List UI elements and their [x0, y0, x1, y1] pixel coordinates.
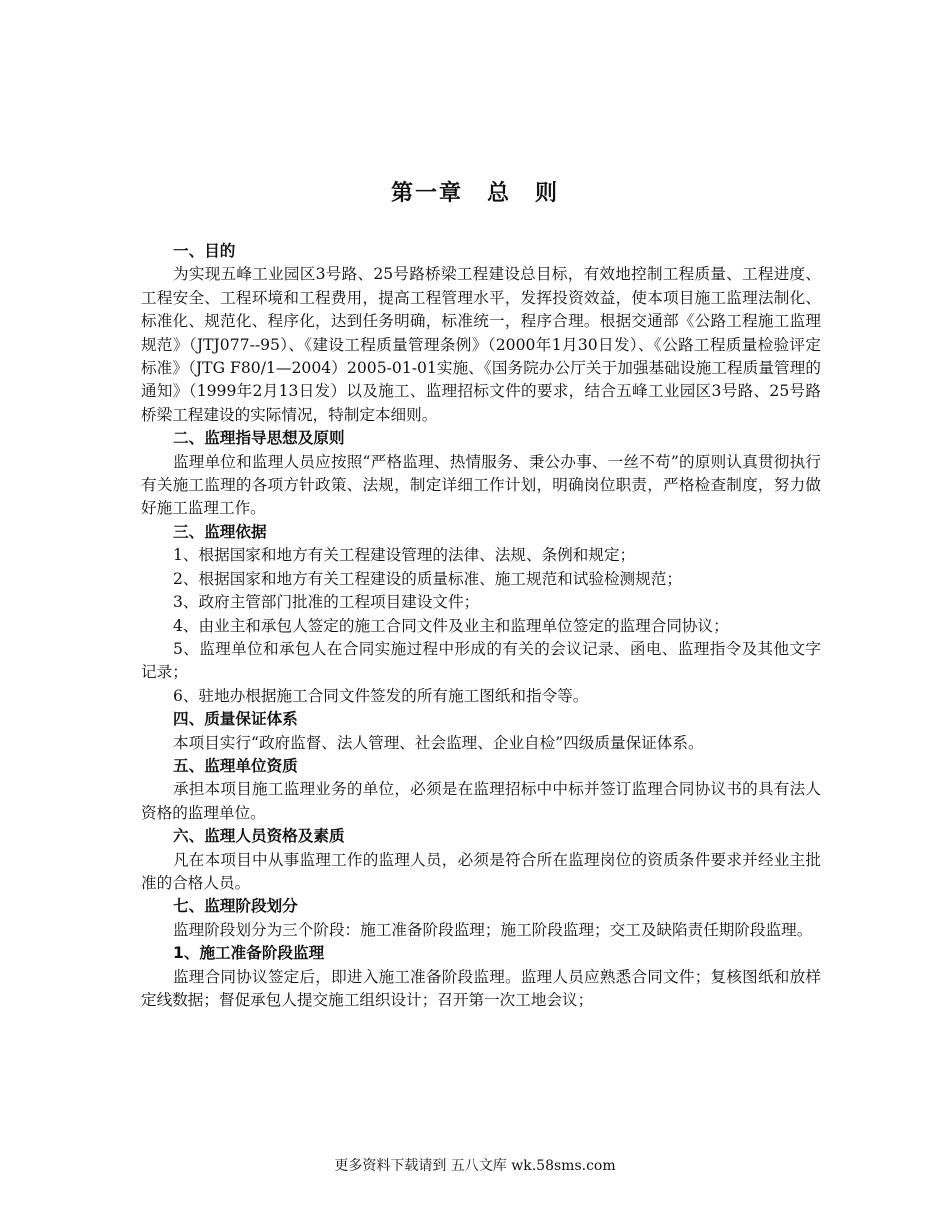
section-heading-preparation-stage: 1、施工准备阶段监理	[173, 944, 325, 963]
paragraph-unit-qualification: 承担本项目施工监理业务的单位，必须是在监理招标中中标并签订监理合同协议书的具有法人资格的监理单位。	[141, 780, 821, 822]
section-heading-quality-system: 四、质量保证体系	[173, 710, 298, 729]
list-item-basis-1: 1、根据国家和地方有关工程建设管理的法律、法规、条例和规定；	[173, 546, 636, 565]
paragraph-preparation-stage: 监理合同协议签定后，即进入施工准备阶段监理。监理人员应熟悉合同文件；复核图纸和放样定线数据；督促承包人提交施工组织设计；召开第一次工地会议；	[141, 967, 821, 1009]
paragraph-stage-division: 监理阶段划分为三个阶段：施工准备阶段监理；施工阶段监理；交工及缺陷责任期阶段监理。	[173, 920, 813, 939]
document-body	[141, 240, 821, 1012]
section-heading-unit-qualification: 五、监理单位资质	[173, 756, 298, 775]
section-heading-personnel-qualification: 六、监理人员资格及素质	[173, 827, 345, 846]
section-heading-guiding-principles: 二、监理指导思想及原则	[173, 429, 345, 448]
paragraph-guiding-principles: 监理单位和监理人员应按照“严格监理、热情服务、秉公办事、一丝不苟”的原则认真贯彻执行有关施工监理的各项方针政策、法规，制定详细工作计划，明确岗位职责，严格检查制度，努力做好施工监理工作。	[141, 452, 821, 518]
paragraph-personnel-qualification: 凡在本项目中从事监理工作的监理人员，必须是符合所在监理岗位的资质条件要求并经业主批准的合格人员。	[141, 850, 821, 892]
section-heading-supervision-basis: 三、监理依据	[173, 522, 267, 541]
page-footer: 更多资料下载请到 五八文库 wk.58sms.com	[334, 1158, 616, 1174]
list-item-basis-4: 4、由业主和承包人签定的施工合同文件及业主和监理单位签定的监理合同协议；	[173, 616, 729, 635]
section-heading-purpose: 一、目的	[173, 242, 236, 260]
list-item-basis-2: 2、根据国家和地方有关工程建设的质量标准、施工规范和试验检测规范；	[173, 569, 682, 588]
paragraph-purpose: 为实现五峰工业园区3号路、25号路桥梁工程建设总目标，有效地控制工程质量、工程进度、工程安全、工程环境和工程费用，提高工程管理水平，发挥投资效益，使本项目施工监理法制化、标准化、规范化、程序化，达到任务明确，标准统一，程序合理。根据交通部《公路工程施工监理规范》（JTJ077--95）、《建设工程质量管理条例》（2000年1月30日发）、《公路工程质量检验评定标准》（JTG F80/1—2004）2005-01-01实施、《国务院办公厅关于加强基础设施工程质量管理的通知》（1999年2月13日发）以及施工、监理招标文件的要求，结合五峰工业园区3号路、25号路桥梁工程建设的实际情况，特制定本细则。	[141, 265, 821, 424]
list-item-basis-6: 6、驻地办根据施工合同文件签发的所有施工图纸和指令等。	[173, 686, 589, 705]
chapter-title: 第一章 总 则	[390, 181, 559, 206]
section-heading-stage-division: 七、监理阶段划分	[173, 897, 298, 916]
list-item-basis-5: 5、监理单位和承包人在合同实施过程中形成的有关的会议记录、函电、监理指令及其他文字记录；	[141, 639, 821, 682]
list-item-basis-3: 3、政府主管部门批准的工程项目建设文件；	[173, 593, 480, 612]
paragraph-quality-system: 本项目实行“政府监督、法人管理、社会监理、企业自检”四级质量保证体系。	[173, 733, 704, 752]
